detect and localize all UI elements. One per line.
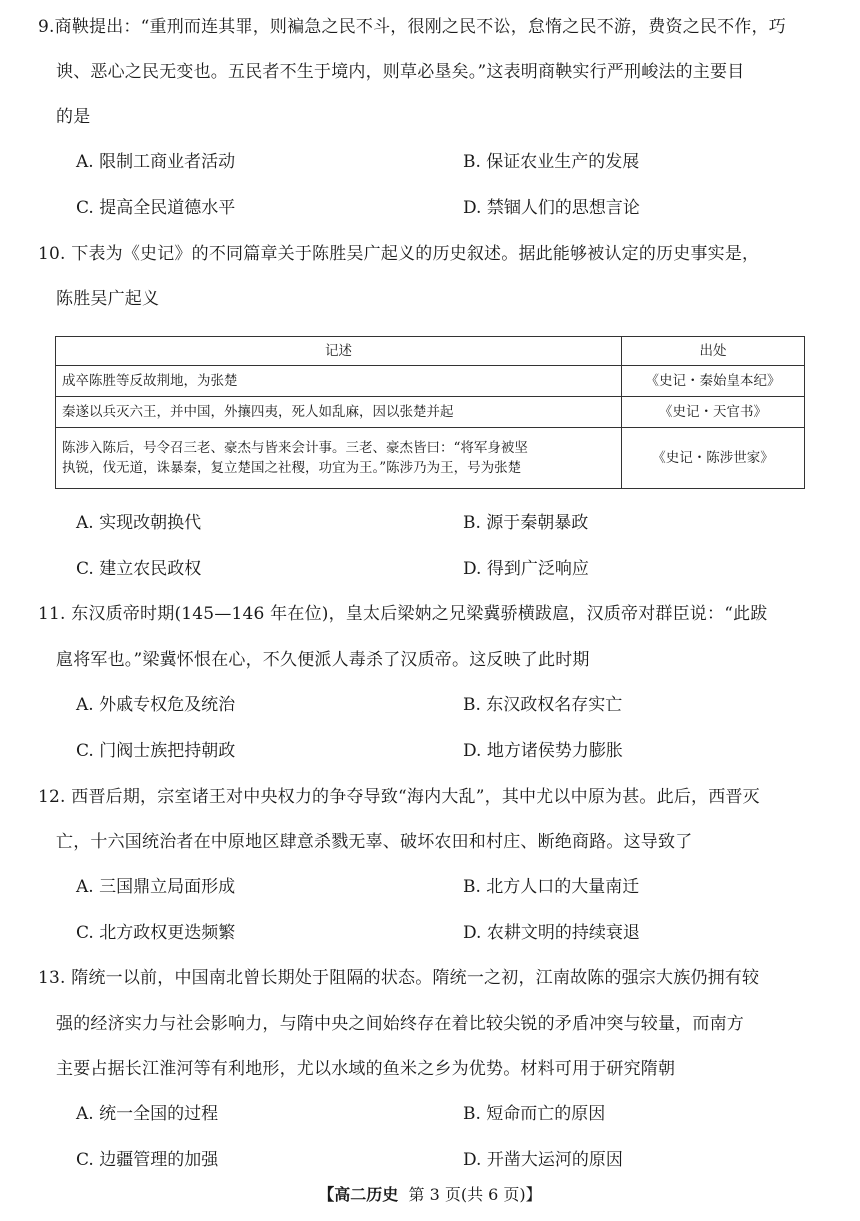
record-text-line-2: 执锐，伐无道，诛暴秦，复立楚国之社稷，功宜为王。”陈涉乃为王，号为张楚 bbox=[62, 460, 522, 476]
q12-option-a[interactable]: A. 三国鼎立局面形成 bbox=[76, 877, 236, 897]
q12-stem-line-1: 12. 西晋后期，宗室诸王对中央权力的争夺导致“海内大乱”，其中尤以中原为甚。此后，西晋灭 bbox=[38, 787, 760, 807]
q9-stem-line-2: 谀、恶心之民无变也。五民者不生于境内，则草必垦矣。”这表明商鞅实行严刑峻法的主要目 bbox=[56, 62, 745, 82]
q10-option-a[interactable]: A. 实现改朝换代 bbox=[76, 513, 202, 533]
q10-option-d[interactable]: D. 得到广泛响应 bbox=[463, 559, 589, 579]
q13-option-c[interactable]: C. 边疆管理的加强 bbox=[76, 1150, 219, 1170]
q12-option-d[interactable]: D. 农耕文明的持续衰退 bbox=[463, 923, 640, 943]
q9-option-a[interactable]: A. 限制工商业者活动 bbox=[76, 152, 236, 172]
record-source: 《史记・天官书》 bbox=[622, 397, 805, 428]
header-source: 出处 bbox=[622, 337, 805, 366]
q13-option-b[interactable]: B. 短命而亡的原因 bbox=[463, 1104, 606, 1124]
q13-stem-line-2: 强的经济实力与社会影响力，与隋中央之间始终存在着比较尖锐的矛盾冲突与较量，而南方 bbox=[56, 1014, 744, 1034]
q12-stem-line-2: 亡，十六国统治者在中原地区肆意杀戮无辜、破坏农田和村庄、断绝商路。这导致了 bbox=[56, 832, 693, 852]
q9-option-c[interactable]: C. 提高全民道德水平 bbox=[76, 198, 236, 218]
history-records-table bbox=[55, 336, 805, 489]
q9-stem-line-3: 的是 bbox=[56, 107, 91, 127]
q11-stem-line-1: 11. 东汉质帝时期(145—146 年在位)，皇太后梁妠之兄梁冀骄横跋扈，汉质帝对群臣说：“此跋 bbox=[38, 604, 768, 624]
q11-option-d[interactable]: D. 地方诸侯势力膨胀 bbox=[463, 741, 623, 761]
footer-subject: 【高二历史 bbox=[318, 1185, 399, 1204]
q10-stem-line-2: 陈胜吴广起义 bbox=[56, 289, 160, 309]
q13-option-a[interactable]: A. 统一全国的过程 bbox=[76, 1104, 219, 1124]
q11-option-c[interactable]: C. 门阀士族把持朝政 bbox=[76, 741, 236, 761]
q13-stem-line-3: 主要占据长江淮河等有利地形，尤以水域的鱼米之乡为优势。材料可用于研究隋朝 bbox=[56, 1059, 676, 1079]
table-row bbox=[56, 428, 805, 489]
record-text: 成卒陈胜等反故荆地，为张楚 bbox=[56, 366, 622, 397]
footer-page-number: 第 3 页(共 6 页)】 bbox=[408, 1185, 542, 1204]
q9-option-b[interactable]: B. 保证农业生产的发展 bbox=[463, 152, 640, 172]
q11-option-a[interactable]: A. 外戚专权危及统治 bbox=[76, 695, 236, 715]
q9-stem-line-1: 9.商鞅提出：“重刑而连其罪，则褊急之民不斗，很刚之民不讼，怠惰之民不游，费资之民不作，巧 bbox=[38, 17, 786, 37]
q10-stem-line-1: 10. 下表为《史记》的不同篇章关于陈胜吴广起义的历史叙述。据此能够被认定的历史事实是， bbox=[38, 244, 760, 264]
q11-option-b[interactable]: B. 东汉政权名存实亡 bbox=[463, 695, 623, 715]
record-source: 《史记・陈涉世家》 bbox=[622, 428, 805, 489]
q13-stem-line-1: 13. 隋统一以前，中国南北曾长期处于阻隔的状态。隋统一之初，江南故陈的强宗大族仍拥有较 bbox=[38, 968, 760, 988]
q10-option-b[interactable]: B. 源于秦朝暴政 bbox=[463, 513, 589, 533]
header-record: 记述 bbox=[56, 337, 622, 366]
table-header-row bbox=[56, 337, 805, 366]
record-text: 秦遂以兵灭六王，并中国，外攘四夷，死人如乱麻，因以张楚并起 bbox=[56, 397, 622, 428]
record-text-line-1: 陈涉入陈后，号令召三老、豪杰与皆来会计事。三老、豪杰皆曰：“将军身被坚 bbox=[62, 440, 528, 456]
q12-option-b[interactable]: B. 北方人口的大量南迁 bbox=[463, 877, 640, 897]
page-footer bbox=[0, 1184, 860, 1206]
record-text bbox=[56, 428, 622, 489]
record-source: 《史记・秦始皇本纪》 bbox=[622, 366, 805, 397]
table-row bbox=[56, 366, 805, 397]
q13-option-d[interactable]: D. 开凿大运河的原因 bbox=[463, 1150, 623, 1170]
table-row bbox=[56, 397, 805, 428]
q12-option-c[interactable]: C. 北方政权更迭频繁 bbox=[76, 923, 236, 943]
q10-option-c[interactable]: C. 建立农民政权 bbox=[76, 559, 202, 579]
q9-option-d[interactable]: D. 禁锢人们的思想言论 bbox=[463, 198, 640, 218]
q11-stem-line-2: 扈将军也。”梁冀怀恨在心，不久便派人毒杀了汉质帝。这反映了此时期 bbox=[56, 650, 590, 670]
